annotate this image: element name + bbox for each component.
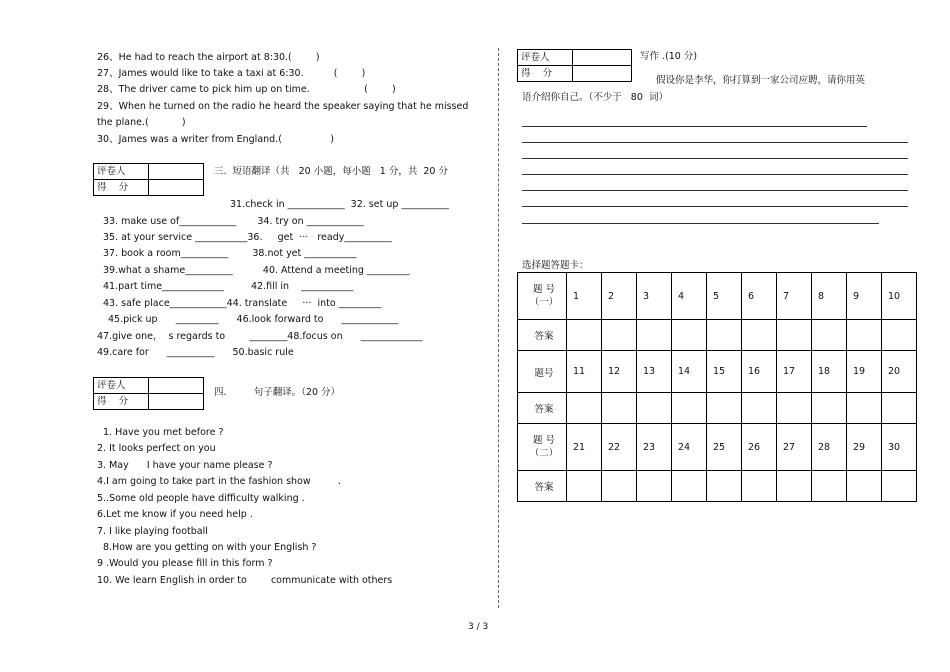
sentence-7: 7. I like playing football [97, 526, 208, 537]
question-30: 30、James was a writer from England.( ) [97, 134, 334, 145]
phrase-row-49-50: 49.care for __________ 50.basic rule [97, 347, 294, 358]
row-label: 题号 [518, 351, 567, 393]
question-number-cell: 23 [637, 424, 672, 471]
score-box [573, 66, 632, 82]
writing-line [522, 223, 879, 224]
phrase-row-39-40: 39.what a shame__________ 40. Attend a meeting _________ [103, 265, 410, 276]
question-number-cell: 6 [742, 273, 777, 320]
writing-line [522, 174, 908, 175]
answer-cell[interactable] [742, 393, 777, 424]
answer-card-row [518, 471, 917, 502]
row-label: 题 号 （一） [518, 273, 567, 320]
phrase-row-31-32: 31.check in ____________ 32. set up __________ [230, 199, 449, 210]
question-number-cell: 22 [602, 424, 637, 471]
question-27: 27、James would like to take a taxi at 6:30. ( ) [97, 68, 366, 79]
question-number-cell: 10 [882, 273, 917, 320]
question-29-continued: the plane.( ) [97, 117, 186, 128]
writing-prompt-line1: 假设你是李华，你打算到一家公司应聘，请你用英 [656, 75, 866, 86]
grader-box-writing [517, 49, 632, 82]
page-number: 3 / 3 [468, 622, 489, 632]
question-number-cell: 14 [672, 351, 707, 393]
reviewer-label: 评卷人 [94, 164, 149, 180]
sentence-1: 1. Have you met before ? [103, 427, 224, 438]
answer-cell[interactable] [637, 393, 672, 424]
answer-cell[interactable] [602, 320, 637, 351]
question-number-cell: 20 [882, 351, 917, 393]
column-divider [498, 48, 499, 608]
answer-cell[interactable] [637, 471, 672, 502]
question-number-cell: 19 [847, 351, 882, 393]
answer-cell[interactable] [567, 320, 602, 351]
question-number-cell: 18 [812, 351, 847, 393]
question-number-cell: 27 [777, 424, 812, 471]
question-number-cell: 11 [567, 351, 602, 393]
answer-cell[interactable] [742, 320, 777, 351]
sentence-9: 9 .Would you please fill in this form ? [97, 558, 273, 569]
writing-prompt-line2: 语介绍你自己。（不少于 80 词） [522, 92, 668, 103]
answer-cell[interactable] [882, 471, 917, 502]
question-number-cell: 25 [707, 424, 742, 471]
answer-cell[interactable] [672, 471, 707, 502]
row-label: 答案 [518, 471, 567, 502]
answer-cell[interactable] [567, 471, 602, 502]
row-label: 答案 [518, 393, 567, 424]
answer-cell[interactable] [812, 393, 847, 424]
row-label: 题 号 （二） [518, 424, 567, 471]
question-29: 29、When he turned on the radio he heard the speaker saying that he missed [97, 101, 469, 112]
answer-card-table [517, 272, 917, 502]
phrase-row-43-44: 43. safe place____________44. translate ··· into _________ [103, 298, 382, 309]
phrase-row-35-36: 35. at your service ___________36. get ··· ready__________ [103, 232, 392, 243]
answer-card-title: 选择题答题卡： [522, 260, 589, 271]
question-number-cell: 9 [847, 273, 882, 320]
answer-cell[interactable] [707, 320, 742, 351]
writing-line [522, 142, 908, 143]
answer-cell[interactable] [707, 393, 742, 424]
section3-title: 三. 短语翻译（共 20 小题，每小题 1 分，共 20 分 [214, 166, 448, 177]
grader-box-section4 [93, 377, 204, 410]
answer-cell[interactable] [812, 471, 847, 502]
phrase-row-33-34: 33. make use of____________ 34. try on ____________ [103, 216, 364, 227]
question-number-cell: 7 [777, 273, 812, 320]
answer-card-row [518, 424, 917, 471]
grader-box-section3 [93, 163, 204, 196]
answer-cell[interactable] [637, 320, 672, 351]
score-box [149, 180, 204, 196]
row-label: 答案 [518, 320, 567, 351]
question-number-cell: 4 [672, 273, 707, 320]
answer-cell[interactable] [602, 471, 637, 502]
question-28: 28、The driver came to pick him up on time. ( ) [97, 84, 396, 95]
question-number-cell: 16 [742, 351, 777, 393]
score-label: 得 分 [94, 394, 149, 410]
answer-cell[interactable] [742, 471, 777, 502]
score-label: 得 分 [94, 180, 149, 196]
question-number-cell: 28 [812, 424, 847, 471]
reviewer-label: 评卷人 [518, 50, 573, 66]
reviewer-box [149, 378, 204, 394]
question-number-cell: 29 [847, 424, 882, 471]
phrase-row-45-46: 45.pick up _________ 46.look forward to ____________ [108, 314, 399, 325]
sentence-8: 8.How are you getting on with your English ? [103, 542, 317, 553]
answer-cell[interactable] [847, 471, 882, 502]
sentence-4: 4.I am going to take part in the fashion show . [97, 476, 341, 487]
answer-cell[interactable] [602, 393, 637, 424]
answer-card-row [518, 351, 917, 393]
question-number-cell: 30 [882, 424, 917, 471]
writing-line [522, 158, 908, 159]
writing-line [522, 206, 908, 207]
writing-title: 写作 .(10 分) [640, 51, 698, 62]
answer-cell[interactable] [777, 320, 812, 351]
question-number-cell: 26 [742, 424, 777, 471]
score-label: 得 分 [518, 66, 573, 82]
question-number-cell: 5 [707, 273, 742, 320]
question-number-cell: 24 [672, 424, 707, 471]
reviewer-box [573, 50, 632, 66]
question-number-cell: 13 [637, 351, 672, 393]
sentence-2: 2. It looks perfect on you [97, 443, 216, 454]
answer-cell[interactable] [847, 320, 882, 351]
answer-card-row [518, 393, 917, 424]
score-box [149, 394, 204, 410]
answer-cell[interactable] [777, 393, 812, 424]
writing-line [522, 126, 867, 127]
answer-card-row [518, 320, 917, 351]
phrase-row-41-42: 41.part time_____________ 42.fill in ___________ [103, 281, 354, 292]
section4-title: 四. 句子翻译。（20 分） [214, 387, 341, 398]
sentence-6: 6.Let me know if you need help . [97, 509, 253, 520]
reviewer-box [149, 164, 204, 180]
answer-cell[interactable] [847, 393, 882, 424]
sentence-5: 5..Some old people have difficulty walking . [97, 493, 305, 504]
answer-cell[interactable] [882, 393, 917, 424]
question-number-cell: 21 [567, 424, 602, 471]
answer-cell[interactable] [882, 320, 917, 351]
answer-cell[interactable] [812, 320, 847, 351]
question-26: 26、He had to reach the airport at 8:30.( ) [97, 52, 320, 63]
question-number-cell: 12 [602, 351, 637, 393]
answer-cell[interactable] [707, 471, 742, 502]
answer-cell[interactable] [672, 320, 707, 351]
answer-cell[interactable] [777, 471, 812, 502]
question-number-cell: 15 [707, 351, 742, 393]
phrase-row-37-38: 37. book a room__________ 38.not yet ___________ [103, 248, 357, 259]
phrase-row-47-48: 47.give one， s regards to ________48.focus on _____________ [97, 331, 423, 342]
question-number-cell: 3 [637, 273, 672, 320]
answer-card-row [518, 273, 917, 320]
writing-line [522, 190, 908, 191]
question-number-cell: 1 [567, 273, 602, 320]
question-number-cell: 8 [812, 273, 847, 320]
question-number-cell: 17 [777, 351, 812, 393]
sentence-10: 10. We learn English in order to communicate with others [97, 575, 393, 586]
question-number-cell: 2 [602, 273, 637, 320]
sentence-3: 3. May I have your name please ? [97, 460, 273, 471]
answer-cell[interactable] [672, 393, 707, 424]
reviewer-label: 评卷人 [94, 378, 149, 394]
answer-cell[interactable] [567, 393, 602, 424]
